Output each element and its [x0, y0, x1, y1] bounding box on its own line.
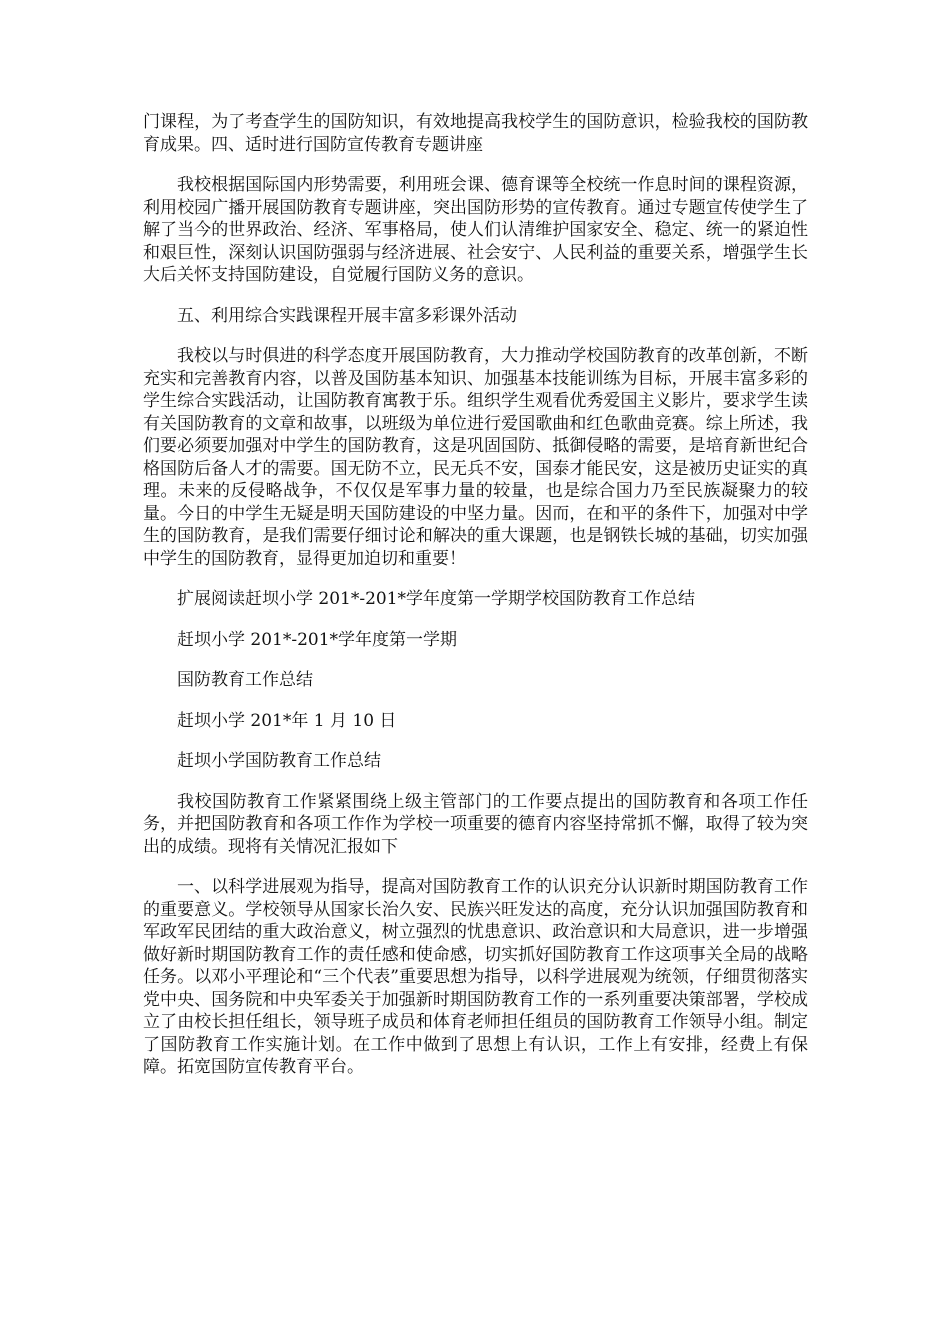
document-body — [143, 111, 808, 1097]
section-heading: 五、利用综合实践课程开展丰富多彩课外活动 — [177, 305, 517, 326]
report-date: 赶坝小学 201*年 1 月 10 日 — [177, 710, 397, 731]
paragraph: 我校以与时俱进的科学态度开展国防教育，大力推动学校国防教育的改革创新，不断充实和完善教育内容，以普及国防基本知识、加强基本技能训练为目标，开展丰富多彩的学生综合实践活动，让国防教育寓教于乐。组织学生观看优秀爱国主义影片，要求学生读有关国防教育的文章和故事，以班级为单位进行爱国歌曲和红色歌曲竞赛。综上所述，我们要必须要加强对中学生的国防教育，这是巩固国防、抵御侵略的需要，是培育新世纪合格国防后备人才的需要。国无防不立，民无兵不安，国泰才能民安，这是被历史证实的真理。未来的反侵略战争，不仅仅是军事力量的较量，也是综合国力乃至民族凝聚力的较量。今日的中学生无疑是明天国防建设的中坚力量。因而，在和平的条件下，加强对中学生的国防教育，是我们需要仔细讨论和解决的重大课题，也是钢铁长城的基础，切实加强中学生的国防教育，显得更加迫切和重要！ — [143, 346, 808, 569]
paragraph: 一、以科学进展观为指导，提高对国防教育工作的认识充分认识新时期国防教育工作的重要意义。学校领导从国家长治久安、民族兴旺发达的高度，充分认识加强国防教育和军政军民团结的重大政治意义，树立强烈的忧患意识、政治意识和大局意识，进一步增强做好新时期国防教育工作的责任感和使命感，切实抓好国防教育工作这项事关全局的战略任务。以邓小平理论和“三个代表”重要思想为指导，以科学进展观为统领，仔细贯彻落实党中央、国务院和中央军委关于加强新时期国防教育工作的一系列重要决策部署，学校成立了由校长担任组长，领导班子成员和体育老师担任组员的国防教育工作领导小组。制定了国防教育工作实施计划。在工作中做到了思想上有认识，工作上有安排，经费上有保障。拓宽国防宣传教育平台。 — [143, 877, 808, 1077]
school-term-line: 赶坝小学 201*-201*学年度第一学期 — [177, 629, 458, 650]
report-subtitle: 赶坝小学国防教育工作总结 — [177, 751, 381, 771]
paragraph-continued: 门课程，为了考查学生的国防知识，有效地提高我校学生的国防意识，检验我校的国防教育成果。四、适时进行国防宣传教育专题讲座 — [143, 112, 808, 155]
paragraph: 我校国防教育工作紧紧围绕上级主管部门的工作要点提出的国防教育和各项工作任务，并把国防教育和各项工作作为学校一项重要的德育内容坚持常抓不懈，取得了较为突出的成绩。现将有关情况汇报如下 — [143, 791, 808, 857]
report-title: 国防教育工作总结 — [177, 670, 313, 690]
paragraph: 我校根据国际国内形势需要，利用班会课、德育课等全校统一作息时间的课程资源，利用校园广播开展国防教育专题讲座，突出国防形势的宣传教育。通过专题宣传使学生了解了当今的世界政治、经济、军事格局，使人们认清维护国家安全、稳定、统一的紧迫性和艰巨性，深刻认识国防强弱与经济进展、社会安宁、人民利益的重要关系，增强学生长大后关怀支持国防建设，自觉履行国防义务的意识。 — [143, 175, 808, 285]
extended-reading-title: 扩展阅读赶坝小学 201*-201*学年度第一学期学校国防教育工作总结 — [177, 589, 696, 609]
